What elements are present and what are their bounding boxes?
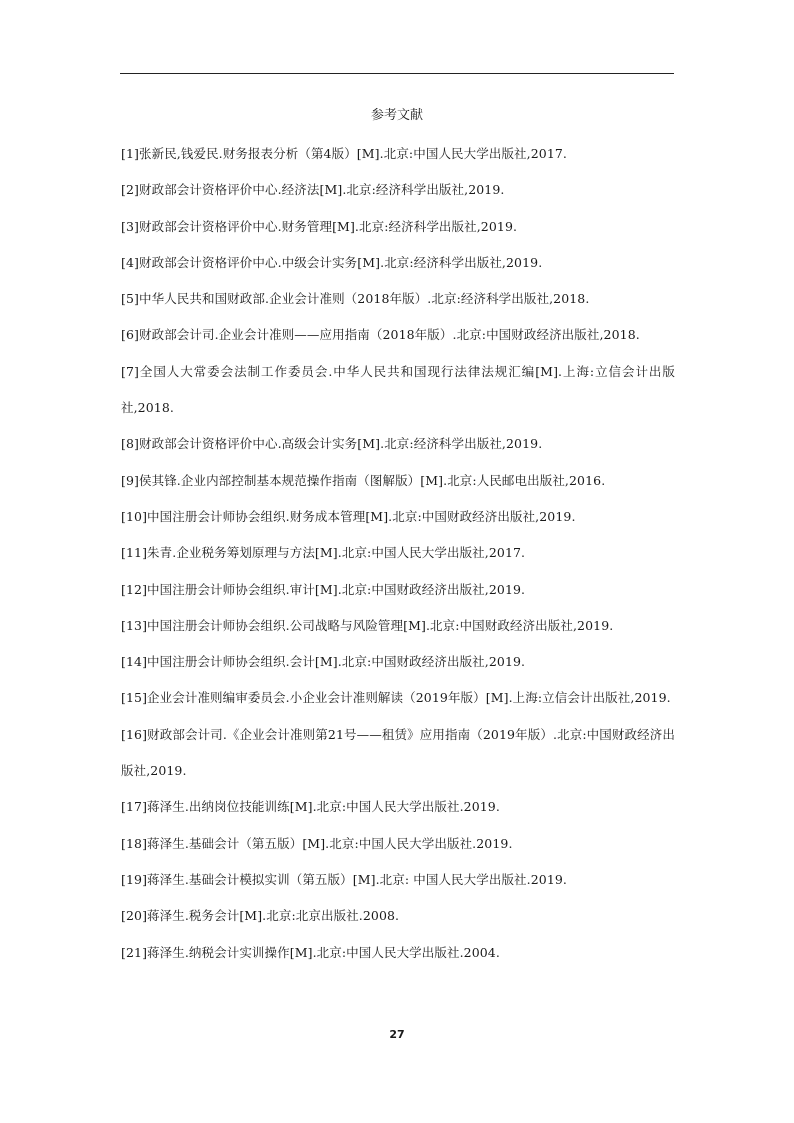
reference-item: [12]中国注册会计师协会组织.审计[M].北京:中国财政经济出版社,2019. — [121, 581, 526, 597]
page-title: 参考文献 — [370, 108, 423, 123]
reference-item: [8]财政部会计资格评价中心.高级会计实务[M].北京:经济科学出版社,2019. — [121, 436, 543, 452]
reference-item: [15]企业会计准则编审委员会.小企业会计准则解读（2019年版）[M].上海:立信会计出版社,2019. — [121, 690, 671, 706]
reference-item: [14]中国注册会计师协会组织.会计[M].北京:中国财政经济出版社,2019. — [121, 654, 526, 670]
reference-item: [21]蒋泽生.纳税会计实训操作[M].北京:中国人民大学出版社.2004. — [121, 944, 500, 960]
reference-item: [2]财政部会计资格评价中心.经济法[M].北京:经济科学出版社,2019. — [121, 182, 505, 198]
reference-item: [18]蒋泽生.基础会计（第五版）[M].北京:中国人民大学出版社.2019. — [121, 835, 513, 851]
reference-list — [121, 136, 675, 971]
reference-item: [19]蒋泽生.基础会计模拟实训（第五版）[M].北京: 中国人民大学出版社.2019. — [121, 871, 568, 887]
page-number: 27 — [389, 1028, 405, 1041]
reference-item: [6]财政部会计司.企业会计准则——应用指南（2018年版）.北京:中国财政经济出版社,2018. — [121, 327, 640, 343]
reference-item: [9]侯其锋.企业内部控制基本规范操作指南（图解版）[M].北京:人民邮电出版社,2016. — [121, 472, 606, 488]
reference-item: [3]财政部会计资格评价中心.财务管理[M].北京:经济科学出版社,2019. — [121, 218, 518, 234]
reference-item: [10]中国注册会计师协会组织.财务成本管理[M].北京:中国财政经济出版社,2019. — [121, 508, 576, 524]
reference-item: [17]蒋泽生.出纳岗位技能训练[M].北京:中国人民大学出版社.2019. — [121, 799, 500, 815]
reference-item: [13]中国注册会计师协会组织.公司战略与风险管理[M].北京:中国财政经济出版社,2019. — [121, 617, 614, 633]
reference-item: [20]蒋泽生.税务会计[M].北京:北京出版社.2008. — [121, 908, 400, 924]
reference-item: [5]中华人民共和国财政部.企业会计准则（2018年版）.北京:经济科学出版社,2018. — [121, 291, 590, 307]
reference-item: [1]张新民,钱爱民.财务报表分析（第4版）[M].北京:中国人民大学出版社,2017. — [121, 146, 568, 161]
reference-item: [4]财政部会计资格评价中心.中级会计实务[M].北京:经济科学出版社,2019. — [121, 254, 543, 270]
header-rule — [120, 73, 674, 74]
reference-item: [11]朱青.企业税务筹划原理与方法[M].北京:中国人民大学出版社,2017. — [121, 545, 526, 561]
reference-item: [16]财政部会计司.《企业会计准则第21号——租赁》应用指南（2019年版）.北京:中国财政经济出版社,2019. — [121, 726, 675, 779]
reference-item: [7]全国人大常委会法制工作委员会.中华人民共和国现行法律法规汇编[M].上海:立信会计出版社,2018. — [121, 363, 675, 416]
